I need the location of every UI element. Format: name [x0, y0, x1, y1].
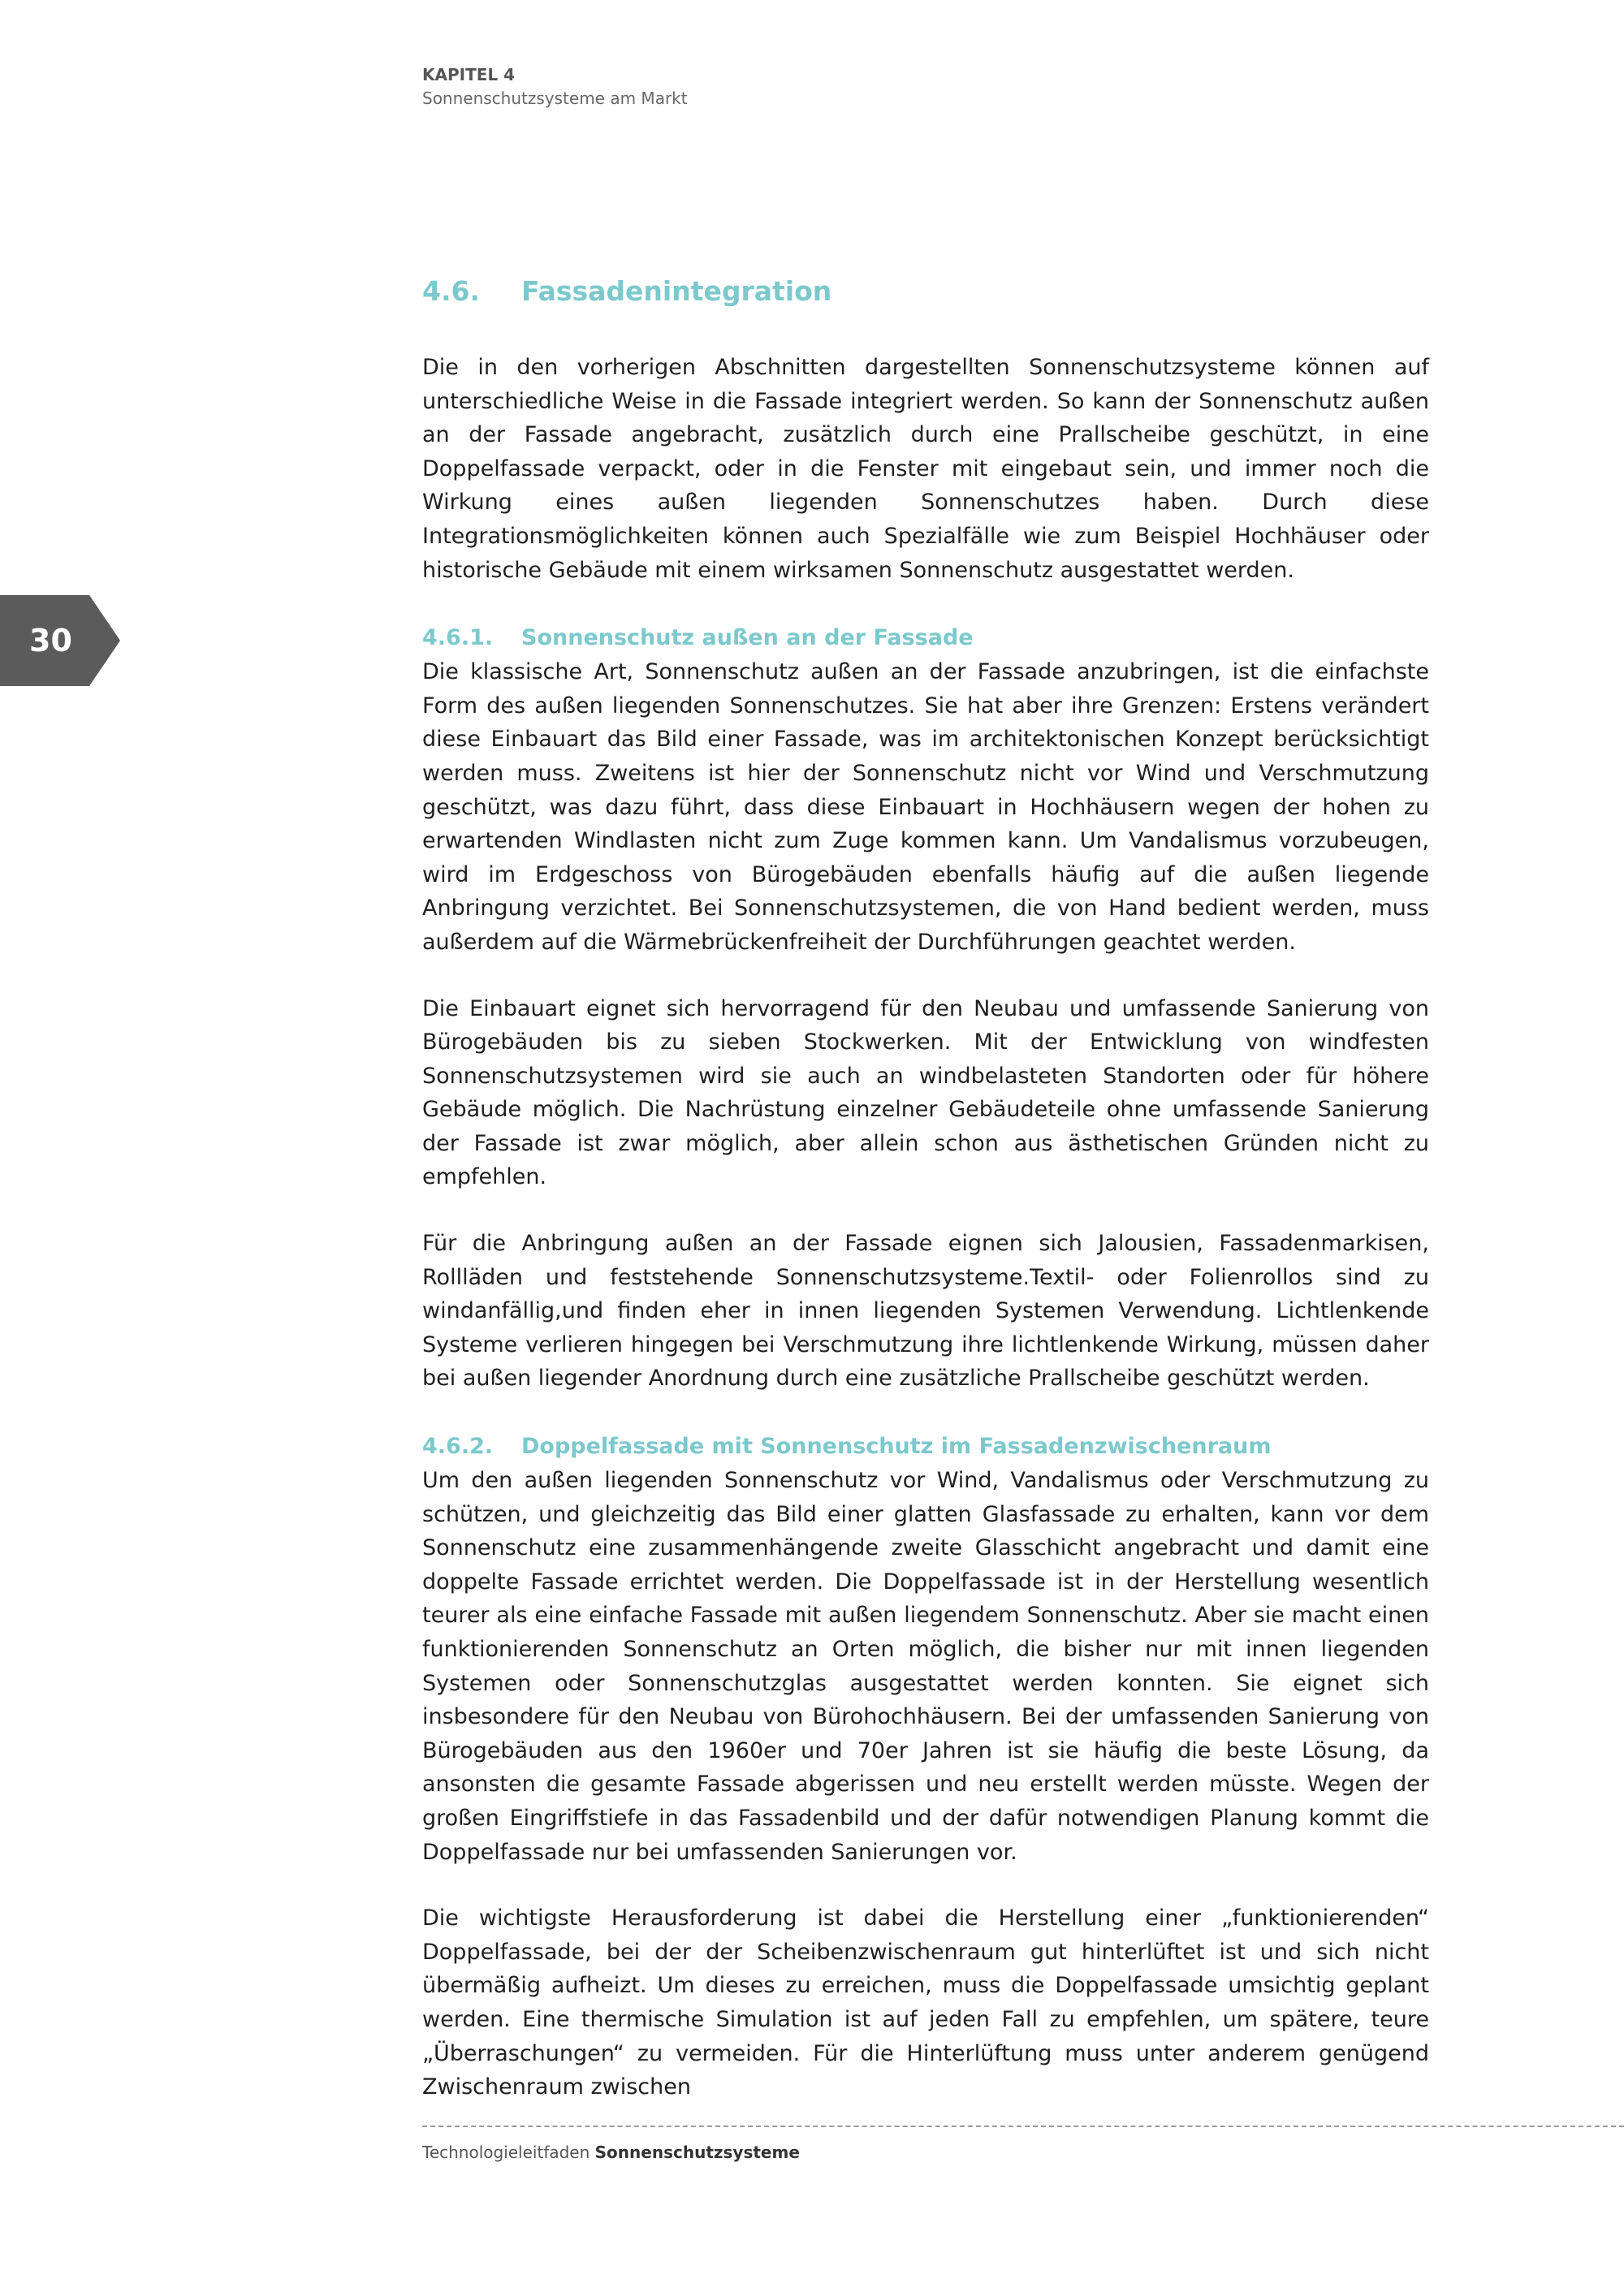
page-number: 30 — [29, 623, 72, 658]
chapter-label: KAPITEL 4 — [422, 65, 516, 84]
section-intro-paragraph: Die in den vorherigen Abschnitten dargestellten Sonnenschutzsysteme können auf unterschiedliche Weise in die Fassade integriert werden. So kann der Sonnenschutz außen an der Fassade angebracht, zusätzlich durch eine Prallscheibe geschützt, in eine Doppelfassade verpackt, oder in die Fenster mit eingebaut sein, und immer noch die Wirkung eines außen liegenden Sonnenschutzes haben. Durch diese Integrationsmöglichkeiten können auch Spezialfälle wie zum Beispiel Hochhäuser oder historische Gebäude mit einem wirksamen Sonnenschutz ausgestattet werden. — [422, 355, 1429, 583]
subsection-number: 4.6.1. — [422, 625, 494, 651]
footer-divider — [422, 2126, 1624, 2127]
paragraph: Die klassische Art, Sonnenschutz außen an der Fassade anzubringen, ist die einfachste Form des außen liegenden Sonnenschutzes. Sie hat aber ihre Grenzen: Erstens verändert diese Einbauart das Bild einer Fassade, was im architektonischen Konzept berücksichtigt werden muss. Zweitens ist hier der Sonnenschutz nicht vor Wind und Verschmutzung geschützt, was dazu führt, dass diese Einbauart in Hochhäusern wegen der hohen zu erwartenden Windlasten nicht zum Zuge kommen kann. Um Vandalismus vorzubeugen, wird im Erdgeschoss von Bürogebäuden ebenfalls häufig auf die außen liegende Anbringung verzichtet. Bei Sonnenschutzsystemen, die von Hand bedient werden, muss außerdem auf die Wärmebrückenfreiheit der Durchführungen geachtet werden. — [422, 659, 1429, 955]
subsection-number: 4.6.2. — [422, 1434, 494, 1460]
footer-title: Sonnenschutzsysteme — [594, 2143, 800, 2162]
section-heading — [422, 268, 1429, 315]
paragraph: Um den außen liegenden Sonnenschutz vor Wind, Vandalismus oder Verschmutzung zu schützen, und gleichzeitig das Bild einer glatten Glasfassade zu erhalten, kann vor dem Sonnenschutz eine zusammenhängende zweite Glasschicht angebracht und damit eine doppelte Fassade errichtet werden. Die Doppelfassade ist in der Herstellung wesentlich teurer als eine einfache Fassade mit außen liegendem Sonnenschutz. Aber sie macht einen funktionierenden Sonnenschutz an Orten möglich, die bisher nur mit innen liegenden Systemen oder Sonnenschutzglas ausgestattet werden konnten. Sie eignet sich insbesondere für den Neubau von Bürohochhäusern. Bei der umfassenden Sanierung von Bürogebäuden aus den 1960er und 70er Jahren ist sie häufig die beste Lösung, da ansonsten die gesamte Fassade abgerissen und neu erstellt werden müsste. Wegen der großen Eingriffstiefe in das Fassadenbild und der dafür notwendigen Planung kommt die Doppelfassade nur bei umfassenden Sanierungen vor. — [422, 1468, 1429, 1865]
subsection-title: Sonnenschutz außen an der Fassade — [521, 625, 974, 651]
section-number: 4.6. — [422, 275, 480, 307]
page-number-tab — [0, 595, 120, 686]
paragraph: Für die Anbringung außen an der Fassade eignen sich Jalousien, Fassadenmarkisen, Rollläden und feststehende Sonnenschutzsysteme.Textil- oder Folienrollos sind zu windanfällig,und finden eher in innen liegenden Systemen Verwendung. Lichtlenkende Systeme verlieren hingegen bei Verschmutzung ihre lichtlenkende Wirkung, müssen daher bei außen liegender Anordnung durch eine zusätzliche Prallscheibe geschützt werden. — [422, 1231, 1429, 1392]
subsection-heading — [422, 1430, 1429, 1464]
running-header — [422, 63, 688, 110]
main-content — [422, 268, 1429, 2104]
paragraph: Die wichtigste Herausforderung ist dabei die Herstellung einer „funktionierenden“ Doppelfassade, bei der der Scheibenzwischenraum gut hinterlüftet ist und sich nicht übermäßig aufheizt. Um dieses zu erreichen, muss die Doppelfassade umsichtig geplant werden. Eine thermische Simulation ist auf jeden Fall zu empfehlen, um spätere, teure „Überraschungen“ zu vermeiden. Für die Hinterlüftung muss unter anderem genügend Zwischenraum zwischen — [422, 1905, 1429, 2100]
subsection-heading — [422, 621, 1429, 655]
chapter-subtitle: Sonnenschutzsysteme am Markt — [422, 88, 688, 108]
footer-prefix: Technologieleitfaden — [422, 2143, 595, 2162]
running-footer — [422, 2140, 800, 2164]
subsection-title: Doppelfassade mit Sonnenschutz im Fassadenzwischenraum — [521, 1434, 1272, 1460]
paragraph: Die Einbauart eignet sich hervorragend für den Neubau und umfassende Sanierung von Bürogebäuden bis zu sieben Stockwerken. Mit der Entwicklung von windfesten Sonnenschutzsystemen wird sie auch an windbelasteten Standorten oder für höhere Gebäude möglich. Die Nachrüstung einzelner Gebäudeteile ohne umfassende Sanierung der Fassade ist zwar möglich, aber allein schon aus ästhetischen Gründen nicht zu empfehlen. — [422, 995, 1429, 1190]
section-title: Fassadenintegration — [521, 275, 832, 307]
